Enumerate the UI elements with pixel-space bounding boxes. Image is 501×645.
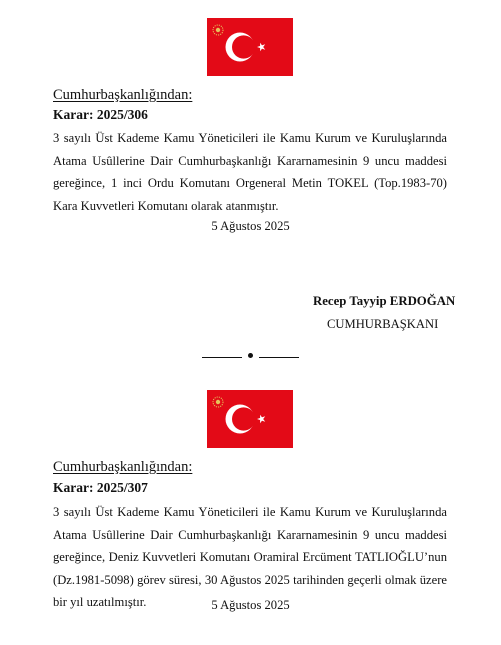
- section-separator: [0, 348, 501, 366]
- decision-number: Karar: 2025/307: [53, 480, 148, 495]
- turkish-flag-icon: [207, 390, 293, 448]
- separator-dot: [248, 353, 253, 358]
- signatory-title: CUMHURBAŞKANI: [327, 317, 439, 331]
- decision-date: 5 Ağustos 2025: [211, 598, 290, 612]
- separator-line-right: [259, 357, 299, 358]
- decision-number: Karar: 2025/306: [53, 107, 148, 122]
- decision-body: 3 sayılı Üst Kademe Kamu Yöneticileri ile Kamu Kurum ve Kuruluşlarında Atama Usûllerine Dair Cumhurbaşkanlığı Kararnamesinin 9 uncu maddesi gereğince, Deniz Kuvvetleri Komutanı Oramiral Ercüment TATLIOĞLU’nun (Dz.1981-5098) görev süresi, 30 Ağustos 2025 tarihinden geçerli olmak üzere bir yıl uzatılmıştır.: [53, 505, 447, 609]
- decision-body: 3 sayılı Üst Kademe Kamu Yöneticileri ile Kamu Kurum ve Kuruluşlarında Atama Usûllerine Dair Cumhurbaşkanlığı Kararnamesinin 9 uncu maddesi gereğince, 1 inci Ordu Komutanı Orgeneral Metin TOKEL (Top.1983-70) Kara Kuvvetleri Komutanı olarak atanmıştır.: [53, 131, 447, 213]
- turkish-flag-icon: [207, 18, 293, 76]
- signatory-name: Recep Tayyip ERDOĞAN: [313, 294, 456, 308]
- separator-line-left: [202, 357, 242, 358]
- issuer-heading: Cumhurbaşkanlığından:: [53, 87, 193, 103]
- decision-date: 5 Ağustos 2025: [211, 219, 290, 233]
- issuer-heading: Cumhurbaşkanlığından:: [53, 459, 193, 475]
